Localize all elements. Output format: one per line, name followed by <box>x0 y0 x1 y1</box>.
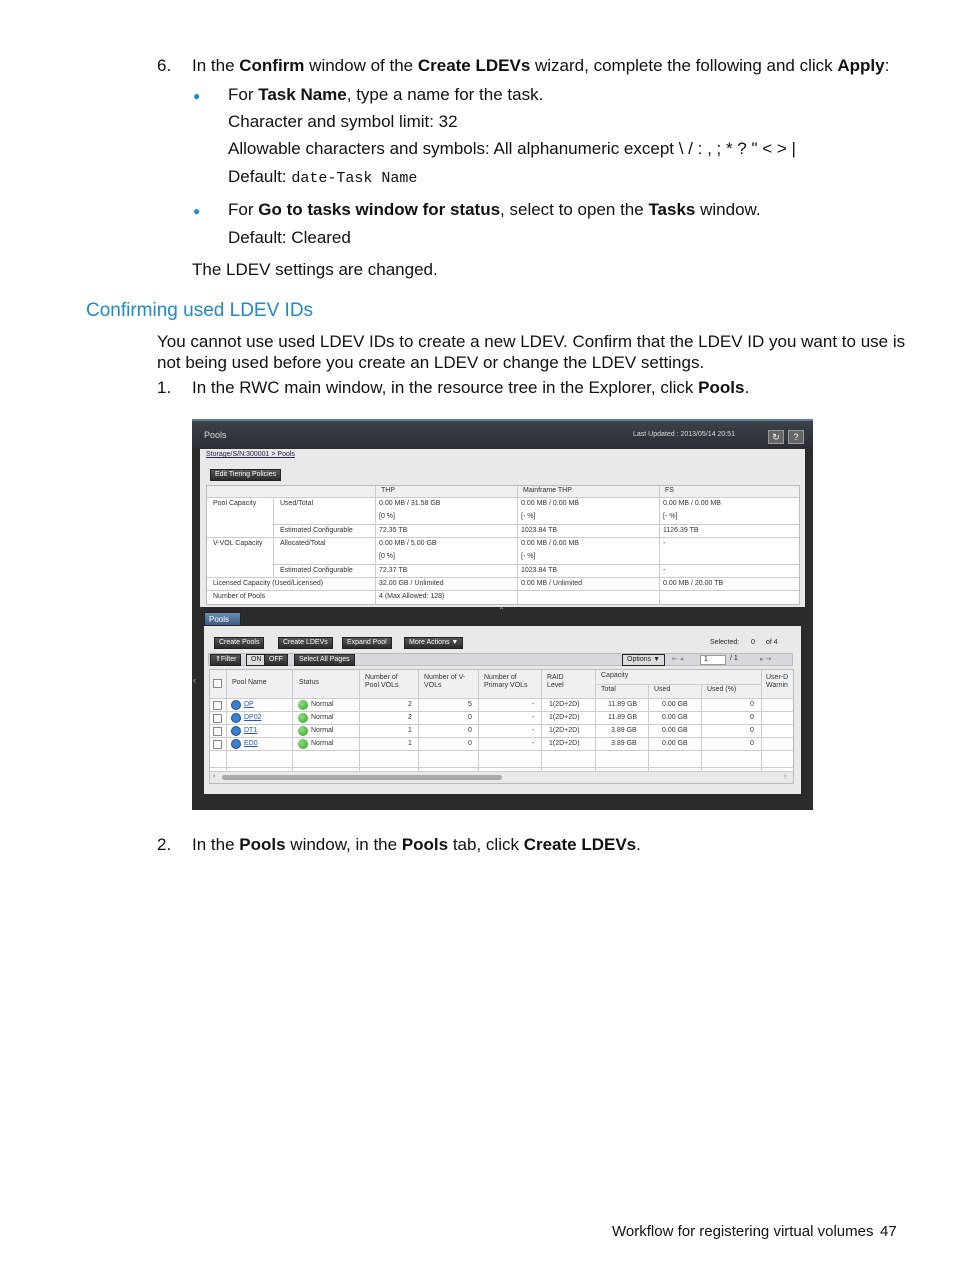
bullet-icon: ● <box>193 89 201 103</box>
total: 11.89 GB <box>608 714 638 721</box>
scroll-thumb[interactable] <box>222 775 502 780</box>
summary-value: 1126.39 TB <box>663 527 699 534</box>
summary-value: 0.00 MB / Unlimited <box>521 580 583 587</box>
first-page-icon[interactable]: ⇤ ◂ <box>672 656 684 663</box>
total: 3.89 GB <box>611 727 637 734</box>
filter-off[interactable]: OFF <box>264 654 288 666</box>
col-used[interactable]: Used <box>654 686 671 693</box>
status-normal-icon <box>298 726 308 736</box>
used-pct: 0 <box>750 701 754 708</box>
breadcrumb[interactable]: Storage/S/N:300001 > Pools <box>206 451 295 458</box>
intro-line-1: You cannot use used LDEV IDs to create a new LDEV. Confirm that the LDEV ID you want to use is <box>157 332 906 351</box>
vvols: 0 <box>468 727 472 734</box>
raid-level: 1(2D+2D) <box>549 727 580 734</box>
vvol-capacity-label: V-VOL Capacity <box>213 540 263 547</box>
left-arrow-icon[interactable]: ‹ <box>193 675 196 685</box>
col-pool-vols[interactable]: Number of Pool VOLs <box>365 674 399 689</box>
status-normal-icon <box>298 713 308 723</box>
summary-value: 0.00 MB / 31.58 GB <box>379 500 441 507</box>
step-6-text: In the Confirm window of the Create LDEVs wizard, complete the following and click Apply: <box>192 56 890 75</box>
header-thp: THP <box>381 487 395 494</box>
summary-value: 0.00 MB / 20.00 TB <box>663 580 724 587</box>
window-title: Pools <box>204 430 227 440</box>
total: 11.89 GB <box>608 701 638 708</box>
bullet-go-to-tasks: For Go to tasks window for status, select to open the Tasks window. <box>228 200 761 219</box>
pool-name-link[interactable]: DP02 <box>244 714 262 721</box>
est-conf-label: Estimated Configurable <box>280 567 353 574</box>
footer-text: Workflow for registering virtual volumes <box>612 1223 874 1240</box>
row-checkbox[interactable] <box>213 727 222 736</box>
page-total: / 1 <box>730 655 738 662</box>
vvols: 0 <box>468 740 472 747</box>
pool-icon <box>231 726 241 736</box>
expand-pool-button[interactable]: Expand Pool <box>342 637 392 649</box>
pool-icon <box>231 713 241 723</box>
summary-value: 72.37 TB <box>379 567 408 574</box>
collapse-icon[interactable]: ⌃ <box>498 606 505 615</box>
used-pct: 0 <box>750 727 754 734</box>
used: 0.00 GB <box>662 714 688 721</box>
step-1-number: 1. <box>157 378 172 397</box>
used-pct: 0 <box>750 714 754 721</box>
header-mainframe-thp: Mainframe THP <box>523 487 572 494</box>
used-total-label: Used/Total <box>280 500 314 507</box>
scroll-right-icon[interactable]: › <box>784 773 787 780</box>
col-capacity: Capacity <box>601 672 629 679</box>
summary-value: [- %] <box>521 553 536 560</box>
col-status[interactable]: Status <box>299 679 319 686</box>
num-pools-label: Number of Pools <box>213 593 266 600</box>
summary-value: 0.00 MB / 5.00 GB <box>379 540 437 547</box>
col-used-pct[interactable]: Used (%) <box>707 686 737 693</box>
pool-name-link[interactable]: ED0 <box>244 740 258 747</box>
raid-level: 1(2D+2D) <box>549 740 580 747</box>
row-checkbox[interactable] <box>213 740 222 749</box>
filter-button[interactable]: ⇑Filter <box>210 654 241 666</box>
window-title-bar <box>192 419 813 449</box>
raid-level: 1(2D+2D) <box>549 701 580 708</box>
header-fs: FS <box>665 487 674 494</box>
status-text: Normal <box>311 727 334 734</box>
status-normal-icon <box>298 739 308 749</box>
pool-icon <box>231 700 241 710</box>
filter-on[interactable]: ON <box>246 654 267 666</box>
edit-tiering-button[interactable]: Edit Tiering Policies <box>210 469 281 481</box>
col-primary-vols[interactable]: Number of Primary VOLs <box>484 674 528 689</box>
col-raid-level[interactable]: RAID Level <box>547 674 564 689</box>
pool-name-link[interactable]: DP <box>244 701 254 708</box>
step-2-text: In the Pools window, in the Pools tab, click Create LDEVs. <box>192 835 641 854</box>
page-input[interactable] <box>700 655 726 665</box>
summary-value: - <box>663 567 666 574</box>
pools-window-screenshot <box>192 419 813 810</box>
col-total[interactable]: Total <box>601 686 616 693</box>
summary-value: 0.00 MB / 0.00 MB <box>521 540 579 547</box>
pool-icon <box>231 739 241 749</box>
select-all-pages-button[interactable]: Select All Pages <box>294 654 355 666</box>
row-checkbox[interactable] <box>213 714 222 723</box>
summary-value: 32.00 GB / Unlimited <box>379 580 444 587</box>
step-6-number: 6. <box>157 56 172 75</box>
summary-value: 72.35 TB <box>379 527 408 534</box>
section-title: Confirming used LDEV IDs <box>86 300 314 321</box>
used: 0.00 GB <box>662 727 688 734</box>
select-all-checkbox[interactable] <box>213 679 222 688</box>
primary-vols: - <box>532 740 535 747</box>
used: 0.00 GB <box>662 740 688 747</box>
summary-value: [0 %] <box>379 513 395 520</box>
summary-value: 1023.84 TB <box>521 567 558 574</box>
used-pct: 0 <box>750 740 754 747</box>
more-actions-button[interactable]: More Actions ▼ <box>404 637 463 649</box>
create-ldevs-button[interactable]: Create LDEVs <box>278 637 333 649</box>
primary-vols: - <box>532 701 535 708</box>
summary-table <box>206 485 800 605</box>
page-number: 1 <box>704 656 708 663</box>
step-2-number: 2. <box>157 835 172 854</box>
est-conf-label: Estimated Configurable <box>280 527 353 534</box>
summary-value: [- %] <box>663 513 678 520</box>
vvols: 0 <box>468 714 472 721</box>
tab-pools-label: Pools <box>209 615 230 624</box>
allowable-chars: Allowable characters and symbols: All alphanumeric except \ / : , ; * ? " < > | <box>228 139 796 158</box>
pool-name-link[interactable]: DT1 <box>244 727 258 734</box>
vvols: 5 <box>468 701 472 708</box>
primary-vols: - <box>532 714 535 721</box>
status-text: Normal <box>311 701 334 708</box>
step-1-text: In the RWC main window, in the resource tree in the Explorer, click Pools. <box>192 378 750 397</box>
summary-value: [- %] <box>521 513 536 520</box>
summary-value: 0.00 MB / 0.00 MB <box>521 500 579 507</box>
bullet-task-name: For Task Name, type a name for the task. <box>228 85 544 104</box>
selected-count: 0 <box>751 639 755 646</box>
pool-vols: 2 <box>408 701 412 708</box>
help-button[interactable]: ? <box>788 430 804 444</box>
licensed-label: Licensed Capacity (Used/Licensed) <box>213 580 324 587</box>
char-limit: Character and symbol limit: 32 <box>228 112 458 131</box>
refresh-icon[interactable]: ↻ <box>768 430 784 444</box>
task-default: Default: date-Task Name <box>228 167 418 187</box>
col-pool-name[interactable]: Pool Name <box>232 679 267 686</box>
summary-value: 0.00 MB / 0.00 MB <box>663 500 721 507</box>
selected-label: Selected: <box>710 639 740 646</box>
last-updated: Last Updated : 2013/05/14 20:51 <box>633 431 735 438</box>
alloc-total-label: Allocated/Total <box>280 540 326 547</box>
status-text: Normal <box>311 714 334 721</box>
pool-vols: 2 <box>408 714 412 721</box>
settings-changed: The LDEV settings are changed. <box>192 260 438 279</box>
scroll-left-icon[interactable]: ‹ <box>213 773 216 780</box>
raid-level: 1(2D+2D) <box>549 714 580 721</box>
horizontal-scrollbar[interactable] <box>210 771 793 783</box>
summary-value: 4 (Max Allowed: 128) <box>379 593 445 600</box>
summary-value: 1023.84 TB <box>521 527 558 534</box>
used: 0.00 GB <box>662 701 688 708</box>
create-pools-button[interactable]: Create Pools <box>214 637 264 649</box>
row-checkbox[interactable] <box>213 701 222 710</box>
intro-line-2: not being used before you create an LDEV or change the LDEV settings. <box>157 353 705 372</box>
pools-table <box>209 669 794 784</box>
tasks-default: Default: Cleared <box>228 228 351 247</box>
tab-pools[interactable] <box>204 612 241 626</box>
pool-vols: 1 <box>408 740 412 747</box>
status-normal-icon <box>298 700 308 710</box>
next-page-icon[interactable]: ▸ ⇥ <box>760 656 772 663</box>
options-button[interactable]: Options ▼ <box>622 654 665 666</box>
page-number: 47 <box>880 1223 897 1240</box>
status-text: Normal <box>311 740 334 747</box>
pool-capacity-label: Pool Capacity <box>213 500 257 507</box>
total: 3.89 GB <box>611 740 637 747</box>
bullet-icon: ● <box>193 204 201 218</box>
primary-vols: - <box>532 727 535 734</box>
col-vvols[interactable]: Number of V-VOLs <box>424 674 466 689</box>
of-total: of 4 <box>766 639 778 646</box>
pool-vols: 1 <box>408 727 412 734</box>
summary-value: [0 %] <box>379 553 395 560</box>
summary-value: - <box>663 540 666 547</box>
col-user-warning[interactable]: User-D Warnin <box>766 674 789 689</box>
